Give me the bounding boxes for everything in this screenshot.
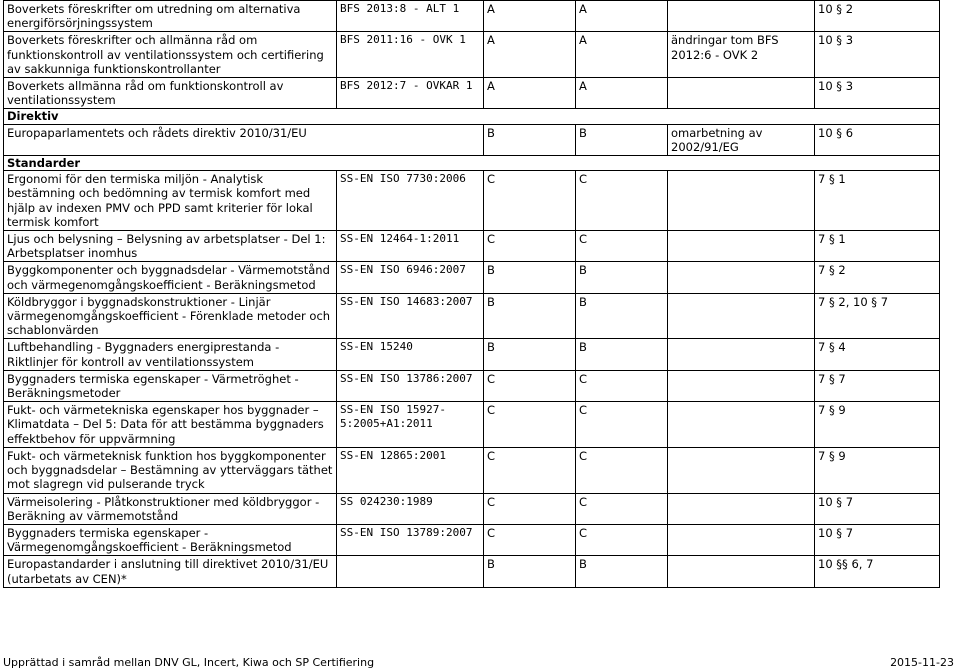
section-heading-row [4,156,940,171]
note-cell [668,556,815,587]
category-cell: C [576,447,668,493]
table-row [4,293,940,339]
category-cell: C [484,171,576,231]
reference-cell [337,556,484,587]
title-cell: Boverkets föreskrifter om utredning om alternativa energiförsörjningssystem [4,1,337,32]
table-row [4,339,940,370]
category-cell: B [576,293,668,339]
reference-cell: BFS 2013:8 - ALT 1 [337,1,484,32]
note-cell [668,493,815,524]
category-cell: B [484,339,576,370]
category-cell: B [484,262,576,293]
section-cell: 7 § 9 [815,402,940,448]
category-cell: C [484,370,576,401]
table-row [4,447,940,493]
section-cell: 10 § 2 [815,1,940,32]
section-cell: 10 § 3 [815,78,940,109]
section-cell: 7 § 9 [815,447,940,493]
category-cell: C [484,447,576,493]
category-cell: B [576,262,668,293]
title-cell: Värmeisolering - Plåtkonstruktioner med köldbryggor - Beräkning av värmemotstånd [4,493,337,524]
note-cell [668,171,815,231]
reference-cell: BFS 2011:16 - OVK 1 [337,32,484,78]
regulation-table [3,0,940,588]
note-cell [668,402,815,448]
table-row [4,231,940,262]
section-cell: 7 § 4 [815,339,940,370]
category-cell: C [484,231,576,262]
table-row [4,370,940,401]
category-cell: C [576,524,668,555]
reference-cell: SS-EN 12865:2001 [337,447,484,493]
category-cell: C [484,402,576,448]
table-row [4,524,940,555]
category-cell: C [576,231,668,262]
category-cell: B [484,293,576,339]
section-cell: 7 § 1 [815,231,940,262]
section-cell: 10 § 7 [815,493,940,524]
reference-cell: SS-EN 12464-1:2011 [337,231,484,262]
reference-cell: SS-EN ISO 13789:2007 [337,524,484,555]
category-cell: A [576,1,668,32]
section-heading-direktiv: Direktiv [4,109,940,124]
category-cell: A [484,78,576,109]
title-cell: Boverkets allmänna råd om funktionskontroll av ventilationssystem [4,78,337,109]
table-row [4,1,940,32]
section-heading-standarder: Standarder [4,156,940,171]
section-cell: 7 § 1 [815,171,940,231]
note-cell [668,78,815,109]
reference-cell: SS-EN ISO 15927-5:2005+A1:2011 [337,402,484,448]
reference-cell: SS 024230:1989 [337,493,484,524]
title-cell: Boverkets föreskrifter och allmänna råd om funktionskontroll av ventilationssystem och certifiering av sakkunniga funktionskontrollanter [4,32,337,78]
section-cell: 10 §§ 6, 7 [815,556,940,587]
table-row [4,262,940,293]
category-cell: C [576,171,668,231]
category-cell: B [576,339,668,370]
section-heading-row [4,109,940,124]
note-cell: ändringar tom BFS 2012:6 - OVK 2 [668,32,815,78]
note-cell [668,231,815,262]
note-cell [668,262,815,293]
reference-cell: SS-EN ISO 14683:2007 [337,293,484,339]
category-cell: C [576,493,668,524]
section-cell: 7 § 2 [815,262,940,293]
title-cell: Ljus och belysning – Belysning av arbetsplatser - Del 1: Arbetsplatser inomhus [4,231,337,262]
title-cell: Köldbryggor i byggnadskonstruktioner - Linjär värmegenomgångskoefficient - Förenklade metoder och schablonvärden [4,293,337,339]
table-row [4,493,940,524]
table-row [4,556,940,587]
category-cell: B [484,556,576,587]
section-cell: 10 § 6 [815,124,940,155]
title-cell: Luftbehandling - Byggnaders energiprestanda - Riktlinjer för kontroll av ventilationssystem [4,339,337,370]
section-cell: 7 § 2, 10 § 7 [815,293,940,339]
category-cell: A [576,78,668,109]
title-cell: Byggnaders termiska egenskaper - Värmetröghet - Beräkningsmetoder [4,370,337,401]
category-cell: B [484,124,576,155]
category-cell: A [576,32,668,78]
category-cell: C [576,370,668,401]
note-cell [668,1,815,32]
note-cell [668,339,815,370]
category-cell: A [484,32,576,78]
category-cell: B [576,124,668,155]
note-cell [668,293,815,339]
title-cell: Ergonomi för den termiska miljön - Analytisk bestämning och bedömning av termisk komfort med hjälp av indexen PMV och PPD samt kriterier för lokal termisk komfort [4,171,337,231]
category-cell: C [484,524,576,555]
reference-cell: SS-EN 15240 [337,339,484,370]
note-cell [668,524,815,555]
table-row [4,32,940,78]
note-cell: omarbetning av 2002/91/EG [668,124,815,155]
section-cell: 10 § 3 [815,32,940,78]
note-cell [668,447,815,493]
table-row [4,402,940,448]
section-cell: 7 § 7 [815,370,940,401]
category-cell: C [576,402,668,448]
note-cell [668,370,815,401]
reference-cell: BFS 2012:7 - OVKAR 1 [337,78,484,109]
section-cell: 10 § 7 [815,524,940,555]
table-row [4,171,940,231]
title-cell: Fukt- och värmetekniska egenskaper hos byggnader – Klimatdata – Del 5: Data för att bestämma byggnaders effektbehov för uppvärmning [4,402,337,448]
category-cell: A [484,1,576,32]
title-cell: Byggnaders termiska egenskaper - Värmegenomgångskoefficient - Beräkningsmetod [4,524,337,555]
table-row [4,124,940,155]
reference-cell: SS-EN ISO 13786:2007 [337,370,484,401]
title-cell: Fukt- och värmeteknisk funktion hos byggkomponenter och byggnadsdelar – Bestämning av ytterväggars täthet mot slagregn vid pulserande tryck [4,447,337,493]
title-cell: Europastandarder i anslutning till direktivet 2010/31/EU (utarbetats av CEN)* [4,556,337,587]
table-row [4,78,940,109]
reference-cell: SS-EN ISO 7730:2006 [337,171,484,231]
category-cell: B [576,556,668,587]
footer-text: Upprättad i samråd mellan DNV GL, Incert, Kiwa och SP Certifiering [3,656,375,669]
footer-date: 2015-11-23 [890,656,954,669]
title-cell: Byggkomponenter och byggnadsdelar - Värmemotstånd och värmegenomgångskoefficient - Beräkningsmetod [4,262,337,293]
category-cell: C [484,493,576,524]
reference-cell: SS-EN ISO 6946:2007 [337,262,484,293]
title-cell: Europaparlamentets och rådets direktiv 2010/31/EU [4,124,484,155]
